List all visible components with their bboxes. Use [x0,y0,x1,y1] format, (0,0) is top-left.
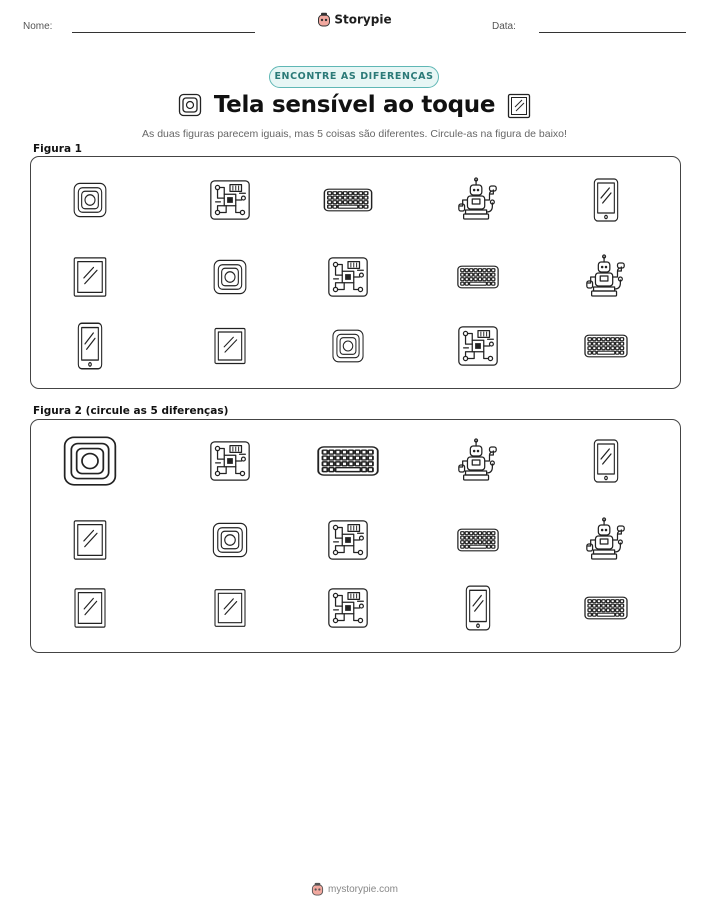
robot-icon [583,253,629,301]
mascot-icon [317,12,331,28]
circuit-board-icon[interactable] [325,517,371,563]
figure2-label: Figura 2 (circule as 5 diferenças) [33,405,229,417]
keyboard-icon [455,257,501,297]
circuit-board-icon[interactable] [325,585,371,631]
date-field[interactable] [539,32,686,33]
mascot-icon [311,882,324,897]
robot-icon[interactable] [455,437,501,485]
touch-button-icon [329,326,367,366]
keyboard-icon [321,180,375,220]
touch-button-icon[interactable] [209,519,251,561]
circuit-board-icon[interactable] [207,438,253,484]
keyboard-icon[interactable] [314,435,382,487]
tablet-icon[interactable] [458,583,498,633]
instructions: As duas figuras parecem iguais, mas 5 coisas são diferentes. Circule-as na figura de baixo! [142,128,567,140]
robot-icon [455,176,501,224]
keyboard-icon [582,326,630,366]
circuit-board-icon [455,323,501,369]
glass-panel-icon [210,325,250,367]
date-label: Data: [492,21,516,32]
footer [0,882,709,897]
touch-button-icon[interactable] [58,431,122,491]
glass-panel-icon [507,93,531,119]
keyboard-icon[interactable] [455,520,501,560]
footer-url: mystorypie.com [327,884,398,896]
glass-panel-icon[interactable] [69,517,111,563]
circuit-board-icon [207,177,253,223]
keyboard-icon[interactable] [582,588,630,628]
glass-panel-icon[interactable] [210,586,250,630]
tablet-icon [586,176,626,224]
page-title: Tela sensível ao toque [213,92,496,118]
brand-name: Storypie [334,12,392,27]
name-label: Nome: [23,21,53,32]
activity-badge: ENCONTRE AS DIFERENÇAS [269,66,439,88]
tablet-icon [70,320,110,372]
brand-logo [0,12,709,28]
name-field[interactable] [72,32,255,33]
robot-icon[interactable] [583,516,629,564]
glass-panel-icon[interactable] [70,585,110,631]
tablet-icon[interactable] [586,437,626,485]
glass-panel-icon [69,254,111,300]
touch-button-icon [210,256,250,298]
figure1-label: Figura 1 [33,143,82,155]
touch-button-icon [70,179,110,221]
circuit-board-icon [325,254,371,300]
